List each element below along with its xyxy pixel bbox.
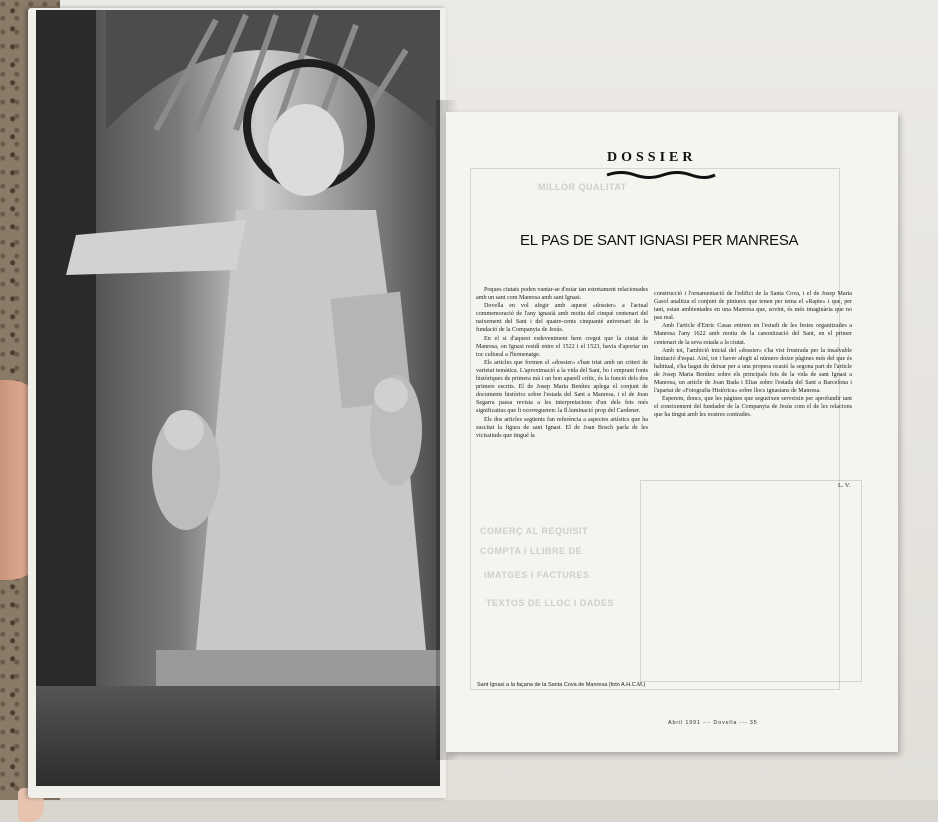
paragraph: Amb l'article d'Enric Casas entrem en l'estudi de les festes organitzades a Manresa l'any 1622 amb motiu de la canonització del Sant, en el primer centenari de la seva estada a la ciutat.: [654, 323, 852, 346]
paragraph: Els articles que formen el «dossier» s'han triat amb un criteri de varietat temàtica. L'aproximació a la vida del Sant, bo i emprant fonts històriques de primera mà i un bon aparell crític, és la funció dels dos primers escrits. El de Josep Maria Benítez aplega el conjunt de documents històrics sobre l'estada del Sant a Manresa, i el de Joan Segarra passa revista a les interpretacions d'un dels fets més significatius que li ocorregueren: la Il.luminació prop del Cardener.: [476, 359, 648, 415]
show-through-text: TEXTOS DE LLOC I DADES: [486, 598, 614, 608]
article-column-1: [476, 286, 648, 440]
show-through-text: COMERÇ AL REQUISIT: [480, 526, 589, 536]
section-underline-wave: [605, 170, 717, 180]
paragraph: construcció i l'ornamentació de l'edifici de la Santa Cova, i el de Josep Maria Gasol analitza el conjunt de pintures que tenen per tema el «Rapte» i que, per tant, estan ambientades en una Manresa que, sovint, és més imaginària que no pas real.: [654, 291, 852, 322]
paragraph: Els dos articles següents fan referència a aspectes artístics que ha suscitat la figura de sant Ignasi. El de Joan Bosch parla de les vicissituds que tingué la: [476, 416, 648, 439]
photo-caption: Sant Ignasi a la façana de la Santa Cova de Manresa (foto A.H.C.M.): [477, 682, 646, 688]
statue-photo: [36, 10, 440, 686]
paragraph: Esperem, doncs, que les pàgines que segueixen serveixin per aprofundir tant el coneixement del fundador de la Companyia de Jesús com el de les relacions que ha tingut amb les nostres contrades.: [654, 396, 852, 419]
show-through-box: [640, 480, 862, 682]
author-signature: L. V.: [838, 482, 851, 489]
paragraph: En el si d'aquest esdeveniment hem cregut que la ciutat de Manresa, on Ignasi residí entre el 1522 i el 1523, havia d'aportar un toc cultural a l'homenatge.: [476, 335, 648, 358]
article-title: EL PAS DE SANT IGNASI PER MANRESA: [520, 232, 799, 249]
section-label: DOSSIER: [607, 150, 697, 165]
photo-pedestal-shadow: [36, 686, 440, 786]
article-column-2: [654, 290, 852, 420]
show-through-text: COMPTA I LLIBRE DE: [480, 546, 582, 556]
statue-illustration: [36, 10, 440, 686]
paragraph: Dovella en vol afegir amb aquest «dossier» a l'actual commemoració de l'any ignasià amb motiu del cinquè centenari del naixement del Sant i del quatre-cents cinquantè aniversari de la fundació de la Companyia de Jesús.: [476, 303, 648, 334]
show-through-text: IMATGES I FACTURES: [484, 570, 590, 580]
paragraph: Amb tot, l'ambició inicial del «dossier» s'ha vist frustrada per la insalvable limitació d'espai. Així, tot i haver afegit al número dotze pàgines més del que és habitual, s'ha hagut de deixar per a una propera ocasió la segona part de l'article de Josep Maria Benítez sobre els principals fets de la vida de sant Ignasi a Manresa, un article de Joan Bada i Elias sobre l'estada del Sant a Barcelona i l'apartat de «Fotografia Històrica» sobre llocs ignasians de Manresa.: [654, 347, 852, 395]
page-footer: Abril 1991 -·- Dovella -·- 35: [668, 720, 758, 726]
paragraph: Poques ciutats poden vantar-se d'estar tan estretament relacionades amb un sant com Manresa amb sant Ignasi.: [476, 287, 648, 302]
show-through-text: MILLOR QUALITAT: [538, 182, 627, 192]
